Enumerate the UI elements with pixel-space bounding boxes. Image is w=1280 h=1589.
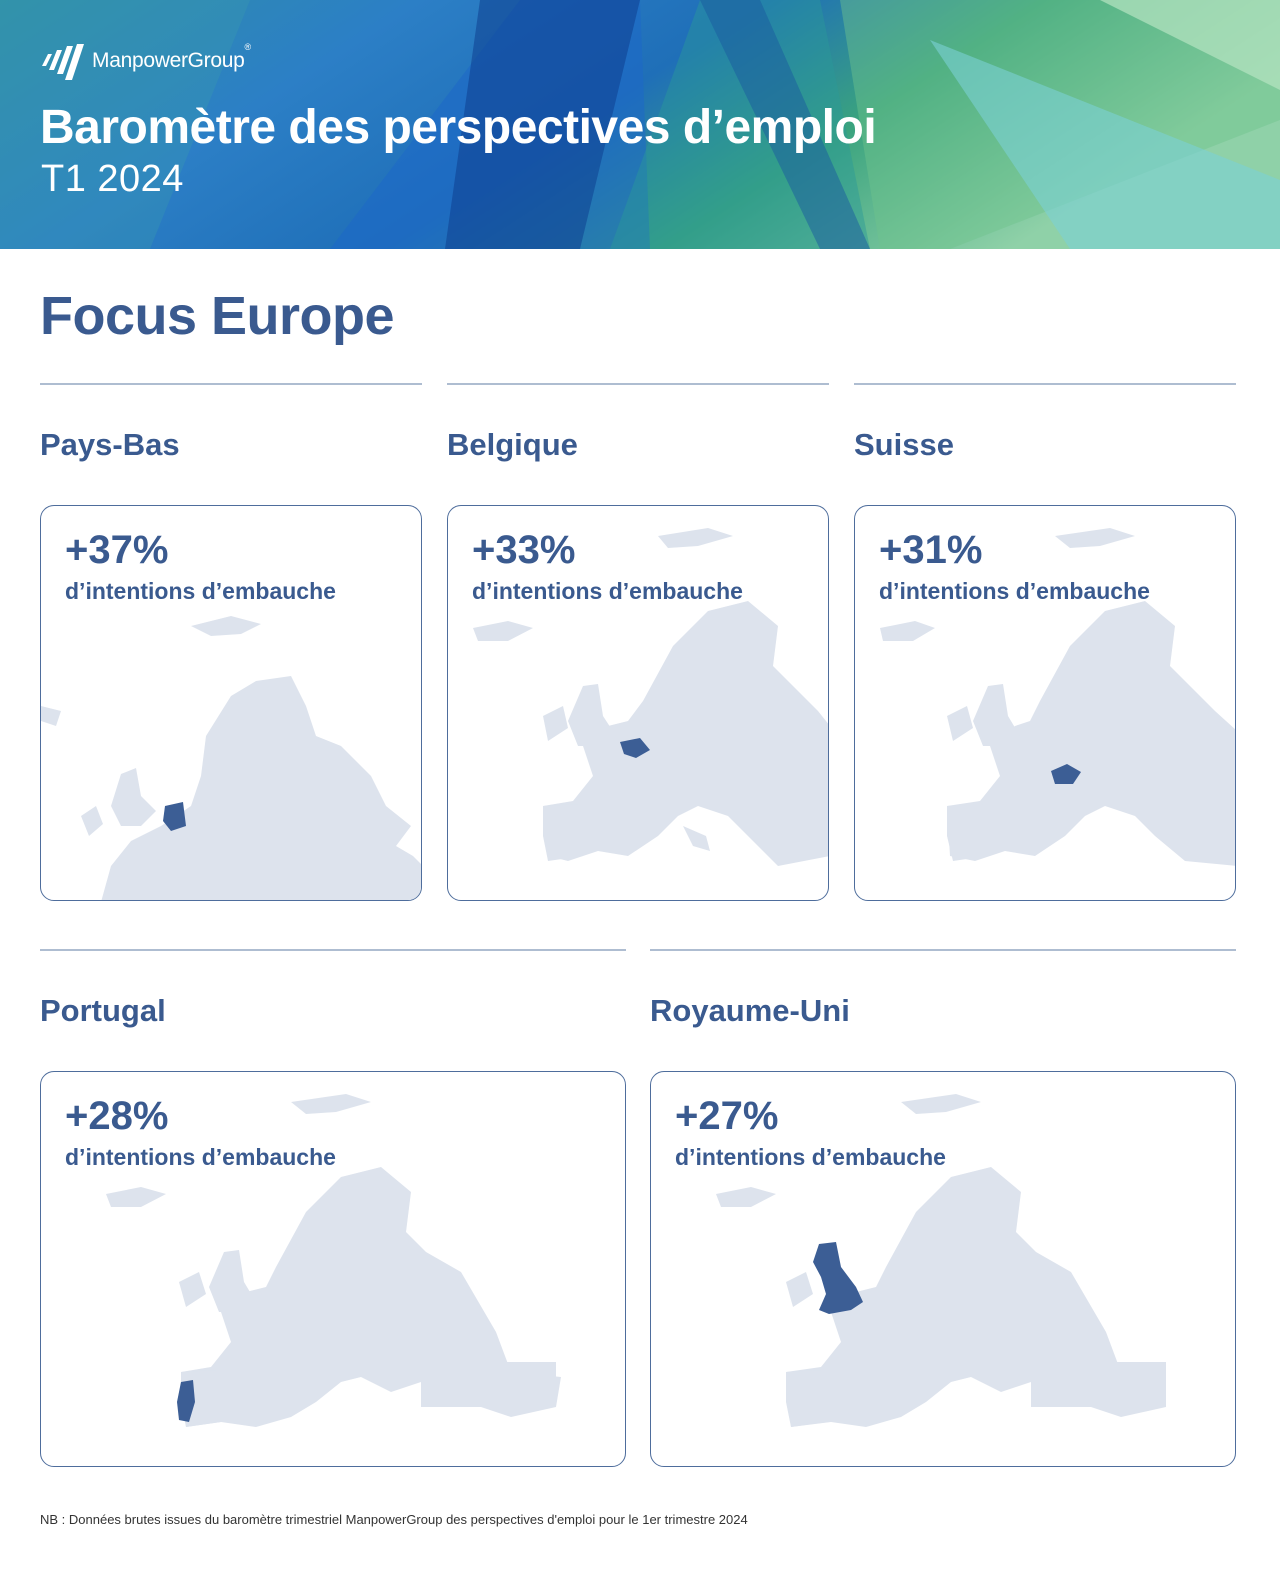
footnote: NB : Données brutes issues du baromètre trimestriel ManpowerGroup des perspectives d'emploi pour le 1er trimestre 2024 bbox=[40, 1512, 748, 1527]
value-royaume-uni: +27% bbox=[675, 1094, 779, 1138]
label-belgique: d’intentions d’embauche bbox=[472, 578, 743, 604]
divider-3 bbox=[854, 383, 1236, 385]
value-belgique: +33% bbox=[472, 528, 576, 572]
divider-5 bbox=[650, 949, 1236, 951]
card-belgique bbox=[447, 505, 829, 901]
brand-logo: ManpowerGroup ® bbox=[40, 42, 251, 80]
card-royaume-uni bbox=[650, 1071, 1236, 1467]
card-pays-bas bbox=[40, 505, 422, 901]
card-suisse bbox=[854, 505, 1236, 901]
highlight-royaume-uni bbox=[813, 1242, 863, 1314]
page-title: Baromètre des perspectives d’emploi bbox=[40, 101, 877, 154]
header-banner bbox=[0, 0, 1280, 249]
label-portugal: d’intentions d’embauche bbox=[65, 1144, 336, 1170]
divider-2 bbox=[447, 383, 829, 385]
value-pays-bas: +37% bbox=[65, 528, 169, 572]
card-portugal bbox=[40, 1071, 626, 1467]
page-subtitle: T1 2024 bbox=[41, 158, 184, 200]
manpower-logo-icon bbox=[40, 42, 84, 80]
country-name-portugal: Portugal bbox=[40, 993, 166, 1028]
label-pays-bas: d’intentions d’embauche bbox=[65, 578, 336, 604]
brand-name: ManpowerGroup bbox=[92, 49, 245, 72]
country-name-suisse: Suisse bbox=[854, 427, 954, 462]
country-name-royaume-uni: Royaume-Uni bbox=[650, 993, 850, 1028]
value-suisse: +31% bbox=[879, 528, 983, 572]
label-royaume-uni: d’intentions d’embauche bbox=[675, 1144, 946, 1170]
section-title: Focus Europe bbox=[40, 286, 395, 346]
country-name-belgique: Belgique bbox=[447, 427, 578, 462]
value-portugal: +28% bbox=[65, 1094, 169, 1138]
divider-1 bbox=[40, 383, 422, 385]
country-name-pays-bas: Pays-Bas bbox=[40, 427, 180, 462]
divider-4 bbox=[40, 949, 626, 951]
label-suisse: d’intentions d’embauche bbox=[879, 578, 1150, 604]
